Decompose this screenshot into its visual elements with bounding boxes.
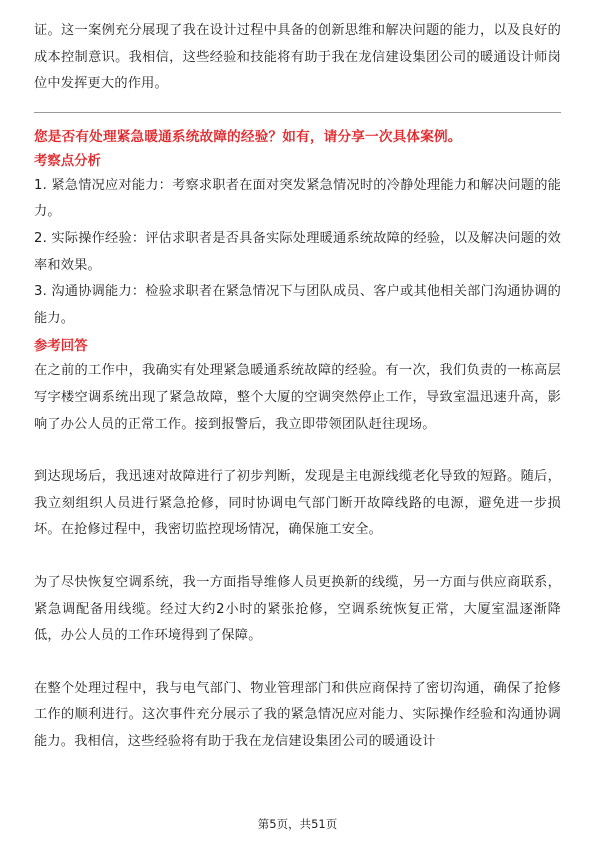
answer-paragraph: 在整个处理过程中，我与电气部门、物业管理部门和供应商保持了密切沟通，确保了抢修工作的顺利进行。这次事件充分展示了我的紧急情况应对能力、实际操作经验和沟通协调能力。我相信，这些经验将有助于我在龙信建设集团公司的暖通设计 xyxy=(34,680,561,749)
answer-heading: 参考回答 xyxy=(34,339,88,355)
analysis-item: 3. 沟通协调能力：检验求职者在紧急情况下与团队成员、客户或其他相关部门沟通协调的能力。 xyxy=(34,284,561,326)
analysis-heading: 考察点分析 xyxy=(34,153,101,169)
answer-paragraph: 为了尽快恢复空调系统，我一方面指导维修人员更换新的线缆，另一方面与供应商联系，紧急调配备用线缆。经过大约2小时的紧张抢修，空调系统恢复正常，大厦室温逐渐降低，办公人员的工作环境得到了保障。 xyxy=(34,574,561,644)
document-page xyxy=(34,18,561,755)
answer-paragraph: 在之前的工作中，我确实有处理紧急暖通系统故障的经验。有一次，我们负责的一栋高层写字楼空调系统出现了紧急故障，整个大厦的空调突然停止工作，导致室温迅速升高，影响了办公人员的正常工作。接到报警后，我立即带领团队赶往现场。 xyxy=(34,363,561,432)
paragraph-spacer xyxy=(34,650,561,676)
interview-question: 您是否有处理紧急暖通系统故障的经验？如有，请分享一次具体案例。 xyxy=(34,128,462,145)
previous-answer-ending: 证。这一案例充分展现了我在设计过程中具备的创新思维和解决问题的能力，以及良好的成本控制意识。我相信，这些经验和技能将有助于我在龙信建设集团公司的暖通设计师岗位中发挥更大的作用。 xyxy=(34,23,561,92)
answer-paragraph: 到达现场后，我迅速对故障进行了初步判断，发现是主电源线缆老化导致的短路。随后，我立刻组织人员进行紧急抢修，同时协调电气部门断开故障线路的电源，避免进一步损坏。在抢修过程中，我密切监控现场情况，确保施工安全。 xyxy=(34,469,561,538)
section-divider xyxy=(34,112,561,113)
page-number: 第5页，共51页 xyxy=(257,817,338,831)
analysis-item: 2. 实际操作经验：评估求职者是否具备实际处理暖通系统故障的经验，以及解决问题的效率和效果。 xyxy=(34,230,561,273)
analysis-item: 1. 紧急情况应对能力：考察求职者在面对突发紧急情况时的冷静处理能力和解决问题的能力。 xyxy=(34,177,561,220)
paragraph-spacer xyxy=(34,544,561,570)
paragraph-spacer xyxy=(34,438,561,464)
